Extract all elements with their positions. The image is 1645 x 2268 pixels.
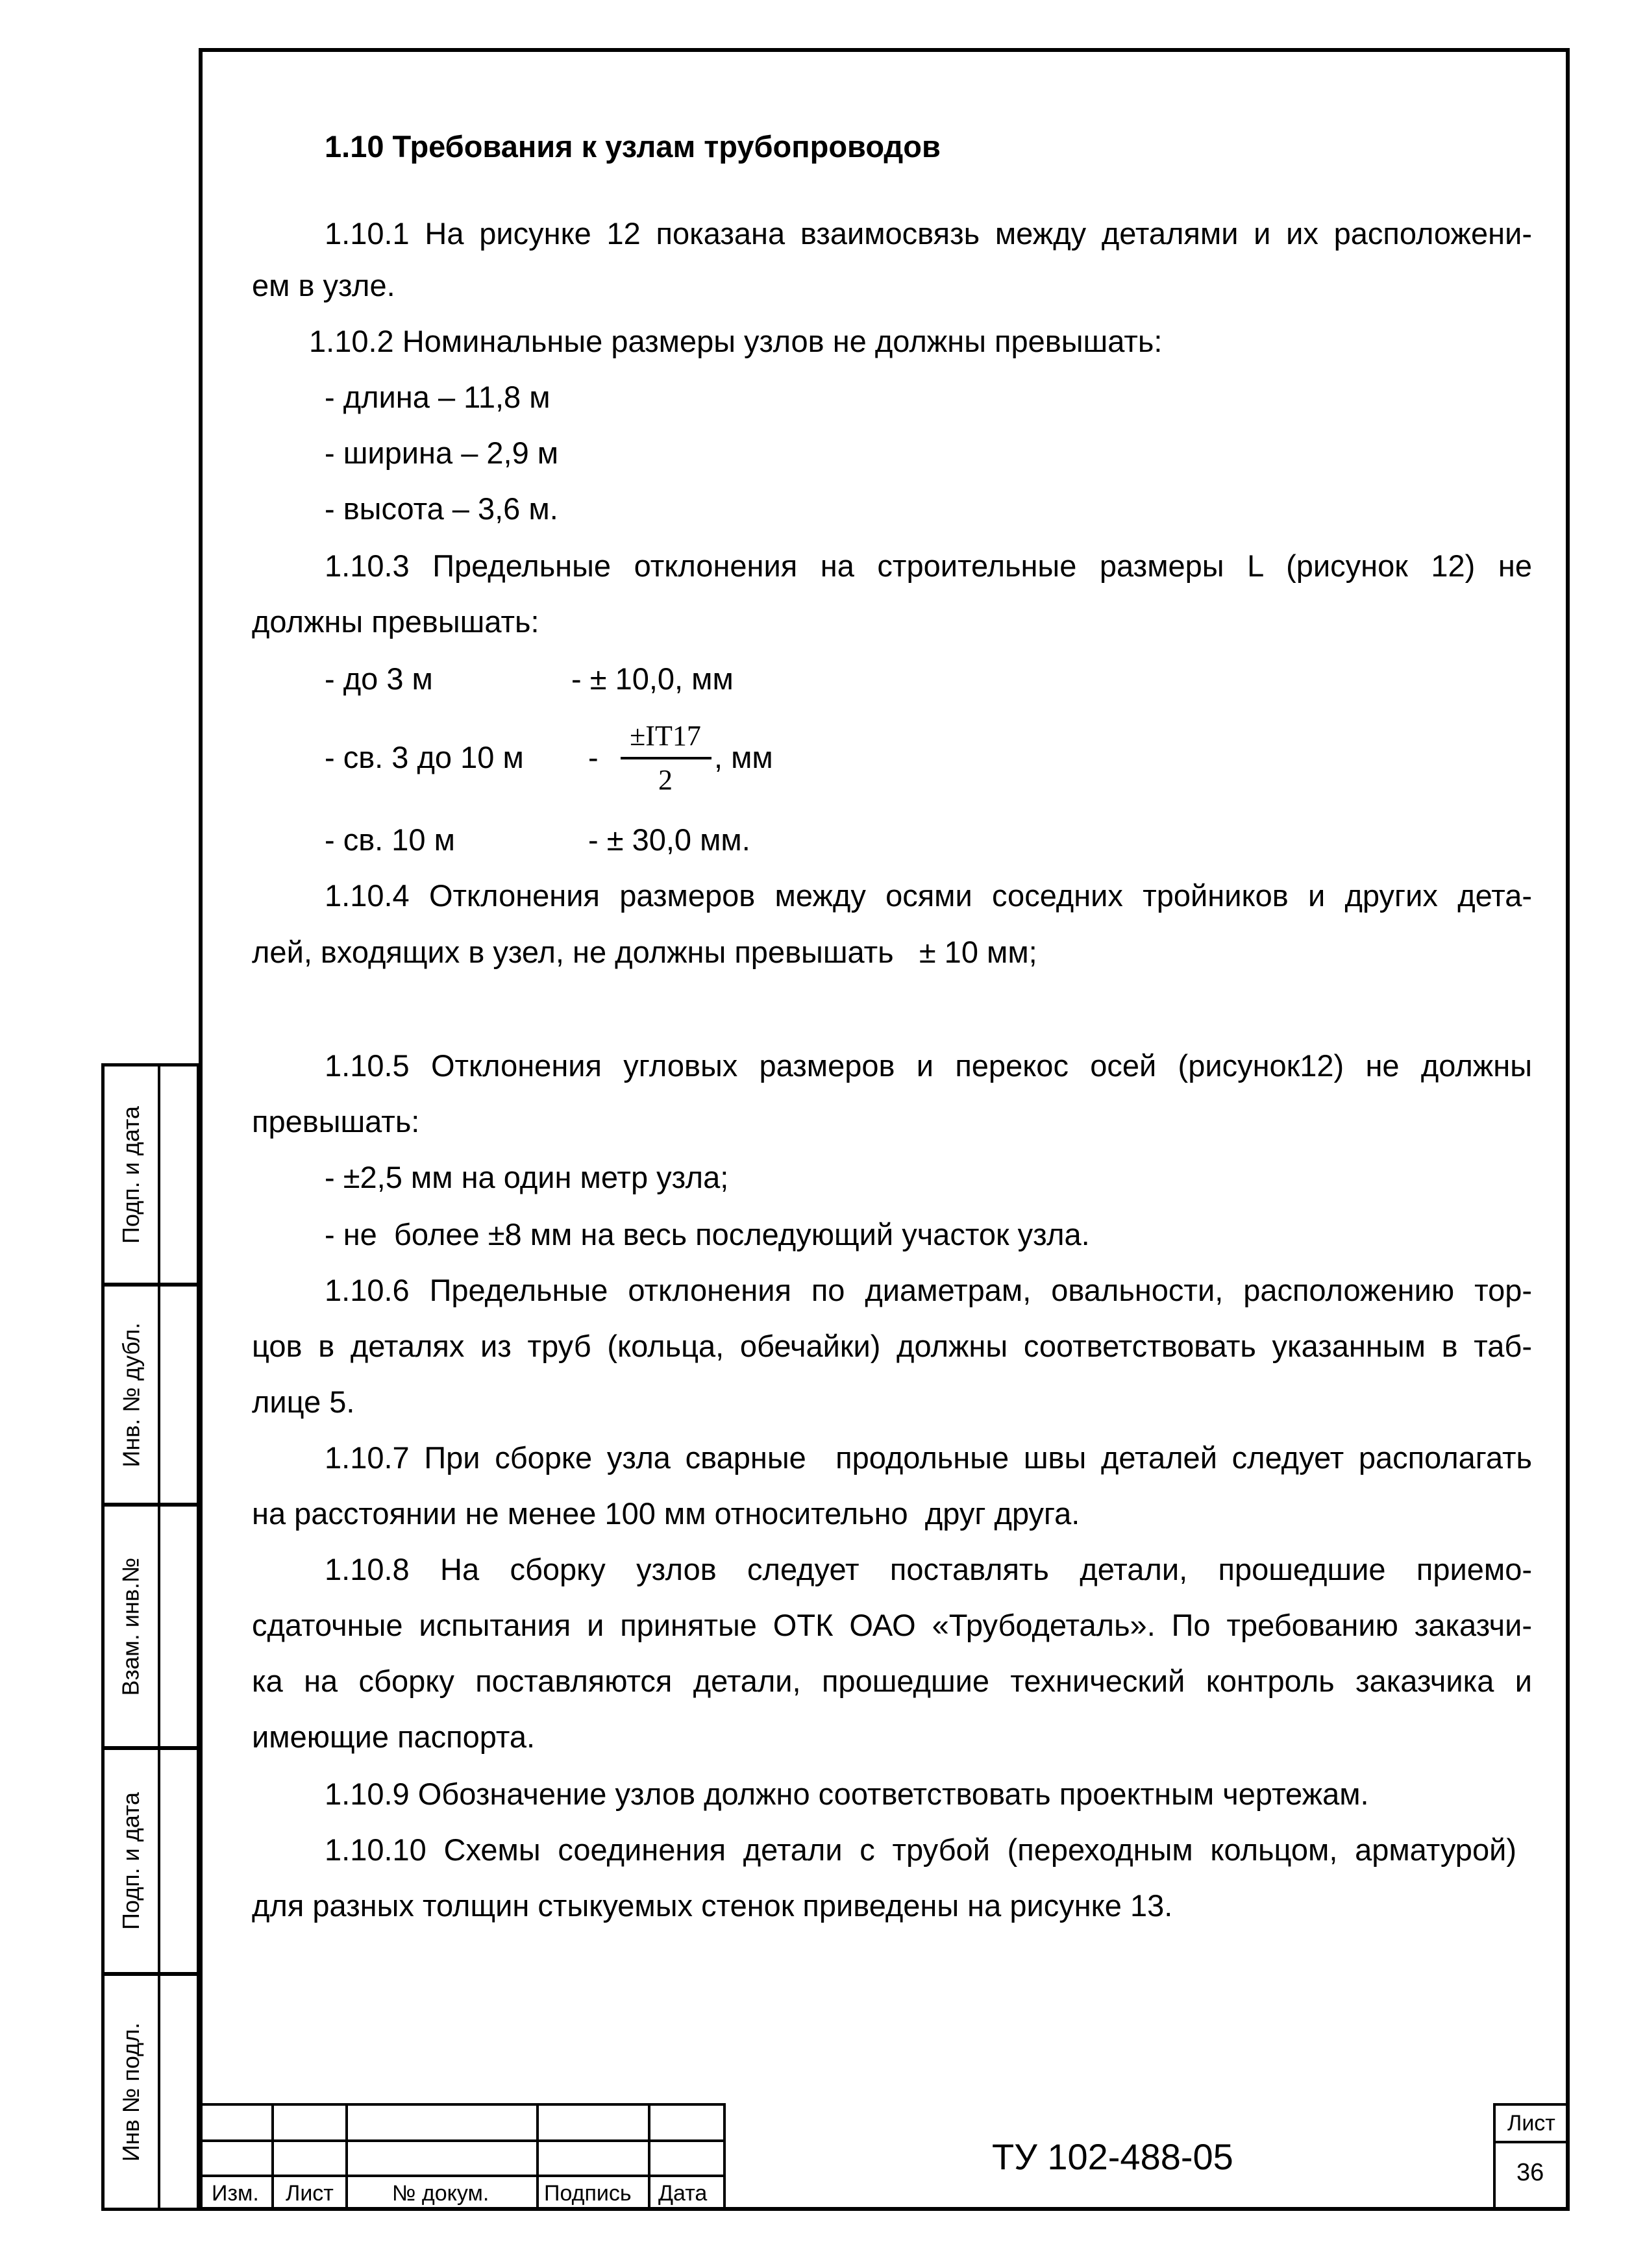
paragraph-line: сдаточные испытания и принятые ОТК ОАО «Трубодеталь». По требованию заказчи- [252,1608,1532,1642]
paragraph-line: ка на сборку поставляются детали, прошедшие технический контроль заказчика и [252,1664,1532,1698]
side-box-sign-date-1 [101,1063,200,1286]
paragraph-line: 1.10.6 Предельные отклонения по диаметрам, овальности, расположению тор- [325,1273,1532,1307]
stamp-line [345,2103,348,2211]
paragraph-line: превышать: [252,1104,420,1139]
paragraph-line: 1.10.7 При сборке узла сварные продольные швы деталей следует располагать [325,1440,1532,1475]
paragraph-line: 1.10.9 Обозначение узлов должно соответствовать проектным чертежам. [325,1777,1369,1811]
paragraph-line: 1.10.1 На рисунке 12 показана взаимосвязь между деталями и их расположени- [325,216,1532,251]
stamp-line [1493,2103,1570,2106]
stamp-line [536,2103,539,2211]
paragraph-line: на расстоянии не менее 100 мм относительно друг друга. [252,1496,1080,1531]
list-item: - ширина – 2,9 м [325,436,559,470]
side-box-sign-date-2 [101,1747,200,1975]
paragraph-line: 1.10.3 Предельные отклонения на строительные размеры L (рисунок 12) не [325,549,1532,583]
side-box-replace-inv [101,1503,200,1749]
side-label: Взам. инв.№ [117,1557,144,1696]
tolerance-label: - св. 3 до 10 м [325,740,524,774]
stamp-line [199,2175,726,2177]
stamp-line [723,2103,726,2211]
stamp-line [1493,2141,1570,2143]
stamp-line [1493,2103,1496,2211]
stamp-line [199,2103,726,2106]
document-code: ТУ 102-488-05 [992,2136,1233,2177]
paragraph-line: ем в узле. [252,268,395,302]
paragraph-line: для разных толщин стыкуемых стенок приведены на рисунке 13. [252,1888,1173,1923]
tolerance-label: - до 3 м [325,661,433,696]
side-box-orig-inv [101,1973,200,2211]
side-label: Подп. и дата [117,1792,144,1930]
side-label: Инв № подл. [117,2022,144,2162]
paragraph-line: 1.10.5 Отклонения угловых размеров и перекос осей (рисунок12) не должны [325,1048,1532,1083]
side-label: Подп. и дата [117,1105,144,1244]
tolerance-label: - св. 10 м [325,822,455,857]
side-box-dup-inv [101,1283,200,1506]
stamp-col-signature: Подпись [544,2181,632,2206]
stamp-line [271,2103,274,2211]
fraction-numerator: ±IT17 [630,720,701,752]
stamp-col-change: Изм. [212,2181,259,2206]
sheet-number: 36 [1516,2159,1544,2186]
stamp-col-date: Дата [658,2181,708,2206]
tolerance-value: - ± 10,0, мм [571,661,734,696]
list-item: - ±2,5 мм на один метр узла; [325,1160,729,1194]
paragraph-line: имеющие паспорта. [252,1719,536,1754]
tolerance-unit: , мм [714,740,773,774]
paragraph-line: 1.10.4 Отклонения размеров между осями соседних тройников и других дета- [325,878,1532,913]
side-label: Инв. № дубл. [117,1322,144,1467]
paragraph-line: лице 5. [252,1385,355,1419]
list-item: - высота – 3,6 м. [325,491,558,526]
list-item: - не более ±8 мм на весь последующий участок узла. [325,1217,1090,1251]
title-block [199,2103,1570,2211]
paragraph-line: 1.10.8 На сборку узлов следует поставлять детали, прошедшие приемо- [325,1552,1532,1586]
sheet-label: Лист [1507,2111,1555,2136]
paragraph-line: 1.10.2 Номинальные размеры узлов не должны превышать: [309,324,1163,358]
tolerance-dash: - [588,740,599,774]
fraction-denominator: 2 [658,764,673,796]
list-item: - длина – 11,8 м [325,380,550,414]
paragraph-line: должны превышать: [252,604,539,639]
stamp-col-sheet: Лист [286,2181,334,2206]
paragraph-line: 1.10.10 Схемы соединения детали с трубой (переходным кольцом, арматурой) [325,1832,1516,1867]
stamp-line [648,2103,650,2211]
stamp-col-doc-number: № докум. [392,2181,489,2206]
tolerance-value: - ± 30,0 мм. [588,822,750,857]
stamp-line [199,2139,726,2142]
paragraph-line: лей, входящих в узел, не должны превышать ± 10 мм; [252,935,1037,969]
fraction-bar [621,757,711,759]
paragraph-line: цов в деталях из труб (кольца, обечайки) должны соответствовать указанным в таб- [252,1329,1532,1363]
section-heading: 1.10 Требования к узлам трубопроводов [325,129,941,164]
